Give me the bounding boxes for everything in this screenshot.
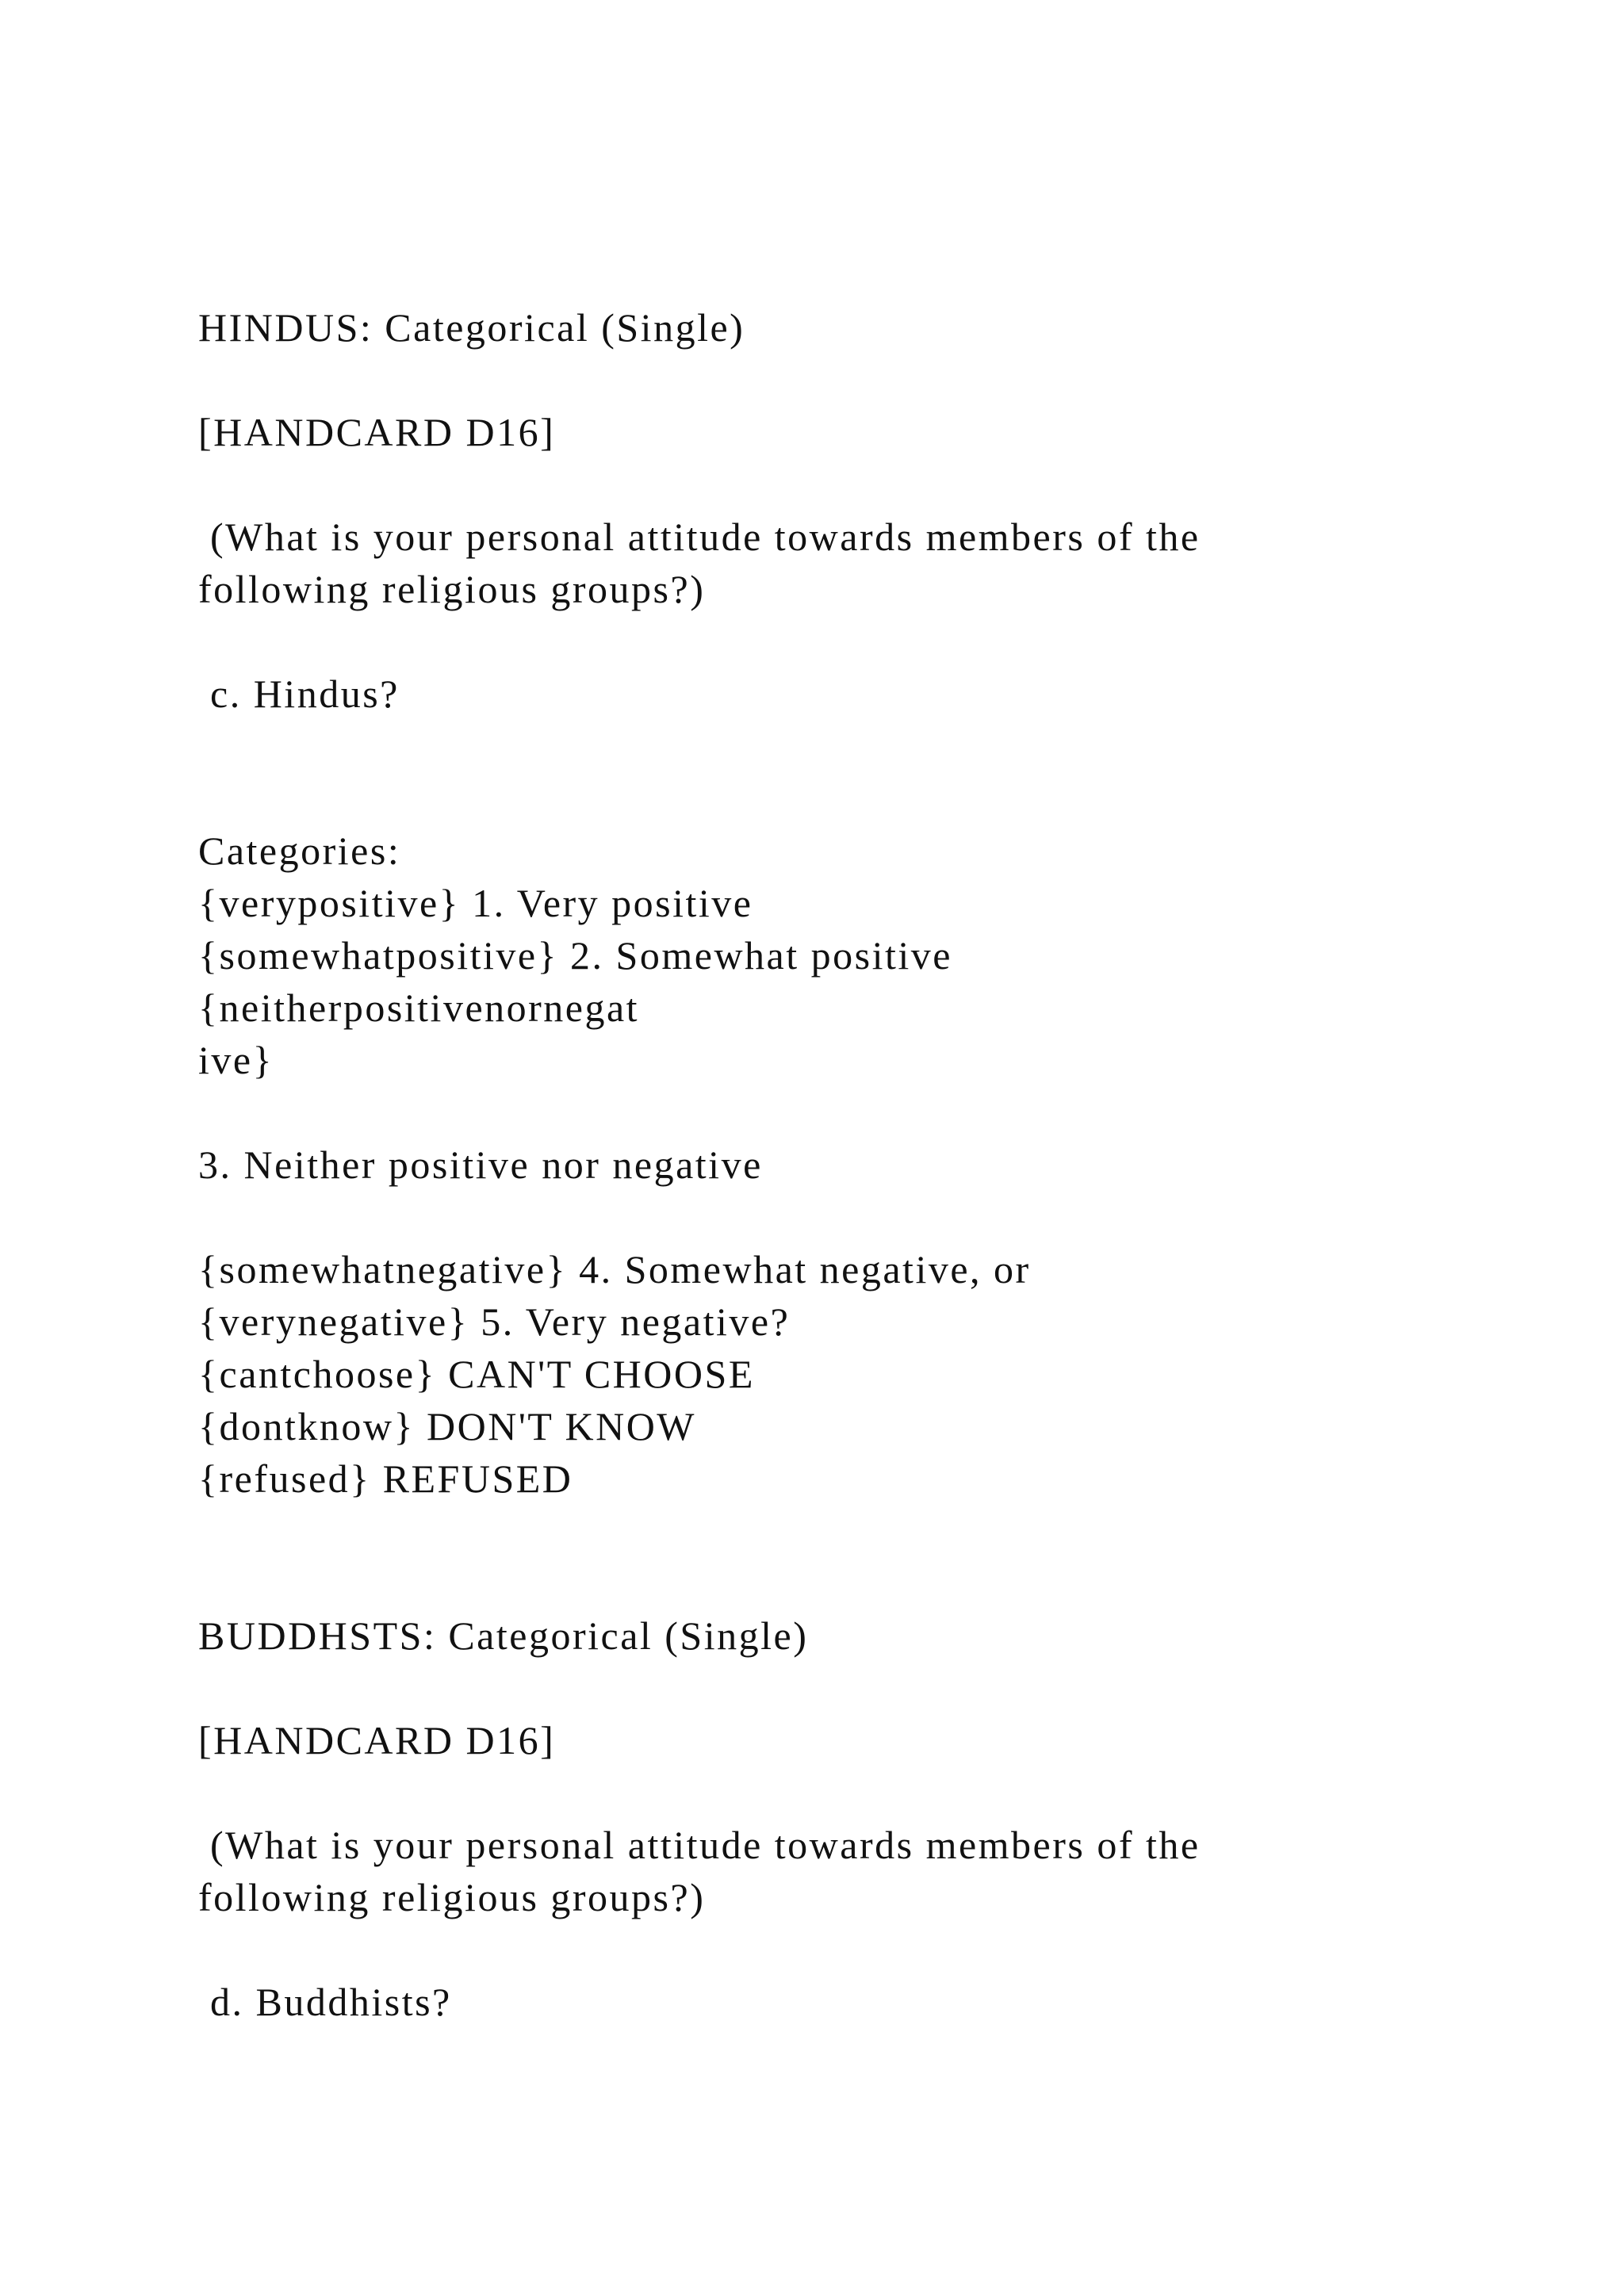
section-heading: HINDUS: Categorical (Single) <box>198 305 745 350</box>
category-item: {verypositive} 1. Very positive <box>198 881 753 925</box>
handcard-label: [HANDCARD D16] <box>198 1718 556 1762</box>
question-text-line-2: following religious groups?) <box>198 567 706 611</box>
question-item: d. Buddhists? <box>198 1980 452 2024</box>
section-heading: BUDDHSTS: Categorical (Single) <box>198 1613 809 1658</box>
handcard-label: [HANDCARD D16] <box>198 410 556 454</box>
question-item: c. Hindus? <box>198 672 400 716</box>
category-item: {verynegative} 5. Very negative? <box>198 1299 791 1344</box>
category-item: {cantchoose} CAN'T CHOOSE <box>198 1352 755 1396</box>
category-item: ive} <box>198 1038 274 1082</box>
category-item: {neitherpositivenornegat <box>198 985 640 1030</box>
question-text-line-2: following religious groups?) <box>198 1875 706 1919</box>
category-item: 3. Neither positive nor negative <box>198 1142 763 1187</box>
category-item: {somewhatpositive} 2. Somewhat positive <box>198 933 952 978</box>
category-item: {dontknow} DON'T KNOW <box>198 1404 696 1448</box>
category-item: {refused} REFUSED <box>198 1456 573 1501</box>
question-text-line-1: (What is your personal attitude towards members of the <box>198 1823 1201 1867</box>
question-text-line-1: (What is your personal attitude towards members of the <box>198 515 1201 559</box>
categories-label: Categories: <box>198 828 401 873</box>
category-item: {somewhatnegative} 4. Somewhat negative, or <box>198 1247 1031 1292</box>
